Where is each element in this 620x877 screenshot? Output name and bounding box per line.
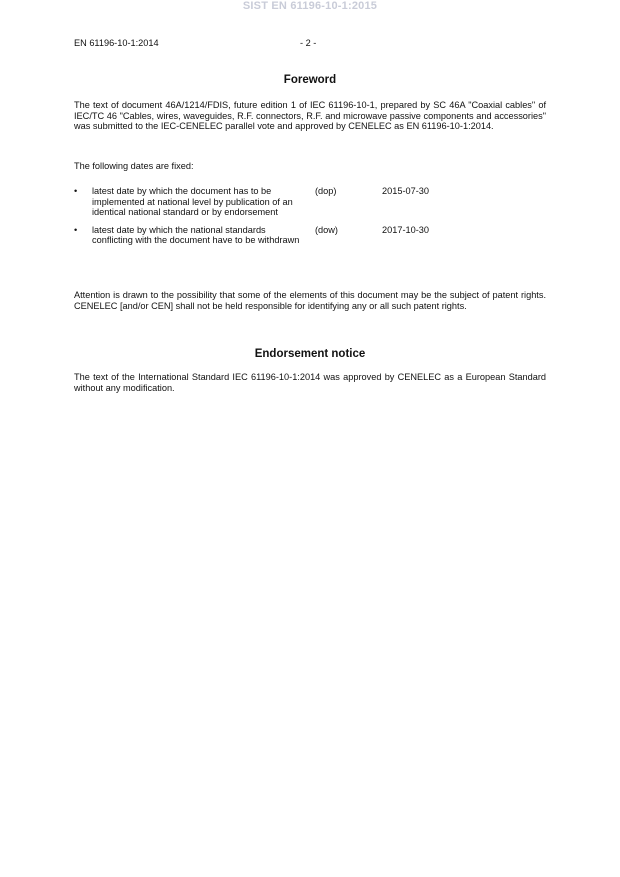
watermark: SIST EN 61196-10-1:2015: [242, 0, 378, 12]
document-id: EN 61196-10-1:2014: [74, 38, 159, 48]
endorsement-paragraph: The text of the International Standard IEC 61196-10-1:2014 was approved by CENELEC as a European Standard without any modification.: [74, 372, 546, 393]
endorsement-title: Endorsement notice: [254, 348, 366, 360]
date-description: latest date by which the document has to be implemented at national level by publication of an identical national standard or by endorsement: [92, 186, 293, 218]
date-value: 2017-10-30: [382, 224, 429, 235]
attention-paragraph: Attention is drawn to the possibility that some of the elements of this document may be the subject of patent rights. CENELEC [and/or CEN] shall not be held responsible for identifying any or all such patent rights.: [74, 290, 546, 311]
date-code: (dow): [315, 224, 338, 235]
bullet: •: [74, 186, 78, 196]
bullet: •: [74, 224, 78, 235]
date-item-dop: [74, 186, 546, 218]
dates-list: [74, 186, 546, 246]
date-description: latest date by which the national standards conflicting with the document have to be withdrawn: [92, 224, 300, 246]
date-value: 2015-07-30: [382, 186, 429, 196]
date-code: (dop): [315, 186, 337, 196]
page-number: - 2 -: [300, 38, 317, 48]
foreword-title: Foreword: [283, 74, 337, 86]
date-item-dow: [74, 225, 546, 246]
foreword-intro-paragraph: The text of document 46A/1214/FDIS, future edition 1 of IEC 61196-10-1, prepared by SC 46A "Coaxial cables" of IEC/TC 46 "Cables, wires, waveguides, R.F. connectors, R.F. and microwave passive components and accessories" was submitted to the IEC-CENELEC parallel vote and approved by CENELEC as EN 61196-10-1:2014.: [74, 100, 546, 132]
dates-intro-paragraph: The following dates are fixed:: [74, 161, 194, 171]
